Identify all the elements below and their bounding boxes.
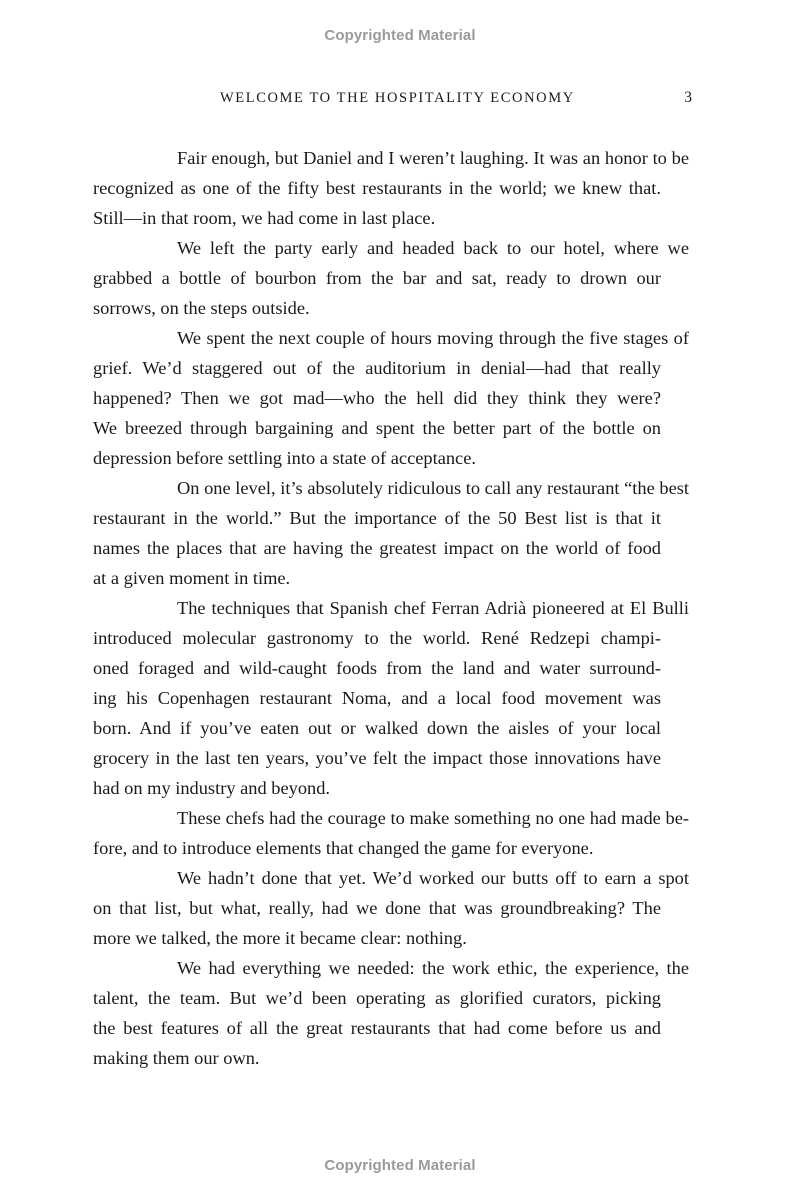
paragraph xyxy=(93,143,689,233)
text-line: We breezed through bargaining and spent the better part of the bottle on xyxy=(93,418,661,438)
text-line: had on my industry and beyond. xyxy=(93,778,331,798)
text-line: These chefs had the courage to make something no one had made be- xyxy=(177,808,689,828)
text-line: The techniques that Spanish chef Ferran Adrià pioneered at El Bulli xyxy=(177,598,689,618)
running-header xyxy=(0,88,800,108)
running-title: WELCOME TO THE HOSPITALITY ECONOMY xyxy=(220,90,575,106)
text-line: grief. We’d staggered out of the auditorium in denial—had that really xyxy=(93,358,661,378)
text-line: We had everything we needed: the work ethic, the experience, the xyxy=(177,958,689,978)
text-line: On one level, it’s absolutely ridiculous to call any restaurant “the best xyxy=(177,478,689,498)
text-line: sorrows, on the steps outside. xyxy=(93,298,310,318)
text-line: on that list, but what, really, had we done that was groundbreaking? The xyxy=(93,898,661,918)
paragraph xyxy=(93,473,689,593)
text-line: grocery in the last ten years, you’ve felt the impact those innovations have xyxy=(93,748,661,768)
text-line: talent, the team. But we’d been operating as glorified curators, picking xyxy=(93,988,661,1008)
body-text xyxy=(93,143,689,1073)
paragraph xyxy=(93,953,689,1073)
paragraph xyxy=(93,803,689,863)
paragraph xyxy=(93,593,689,803)
text-line: recognized as one of the fifty best restaurants in the world; we knew that. xyxy=(93,178,661,198)
text-line: fore, and to introduce elements that changed the game for everyone. xyxy=(93,838,594,858)
paragraph xyxy=(93,863,689,953)
text-line: grabbed a bottle of bourbon from the bar and sat, ready to drown our xyxy=(93,268,661,288)
text-line: depression before settling into a state of acceptance. xyxy=(93,448,476,468)
text-line: We left the party early and headed back to our hotel, where we xyxy=(177,238,689,258)
paragraph xyxy=(93,233,689,323)
text-line: We spent the next couple of hours moving through the five stages of xyxy=(177,328,689,348)
page-number: 3 xyxy=(684,89,692,106)
text-line: ing his Copenhagen restaurant Noma, and a local food movement was xyxy=(93,688,661,708)
text-line: the best features of all the great restaurants that had come before us and xyxy=(93,1018,661,1038)
paragraph xyxy=(93,323,689,473)
copyright-watermark-top: Copyrighted Material xyxy=(324,27,476,44)
text-line: more we talked, the more it became clear: nothing. xyxy=(93,928,467,948)
text-line: names the places that are having the greatest impact on the world of food xyxy=(93,538,661,558)
text-line: restaurant in the world.” But the importance of the 50 Best list is that it xyxy=(93,508,661,528)
text-line: making them our own. xyxy=(93,1048,260,1068)
text-line: introduced molecular gastronomy to the world. René Redzepi champi- xyxy=(93,628,661,648)
text-line: at a given moment in time. xyxy=(93,568,291,588)
text-line: Still—in that room, we had come in last place. xyxy=(93,208,436,228)
text-line: We hadn’t done that yet. We’d worked our butts off to earn a spot xyxy=(177,868,689,888)
copyright-watermark-bottom: Copyrighted Material xyxy=(324,1157,476,1174)
text-line: oned foraged and wild-caught foods from the land and water surround- xyxy=(93,658,661,678)
text-line: born. And if you’ve eaten out or walked down the aisles of your local xyxy=(93,718,661,738)
text-line: Fair enough, but Daniel and I weren’t laughing. It was an honor to be xyxy=(177,148,689,168)
text-line: happened? Then we got mad—who the hell did they think they were? xyxy=(93,388,661,408)
